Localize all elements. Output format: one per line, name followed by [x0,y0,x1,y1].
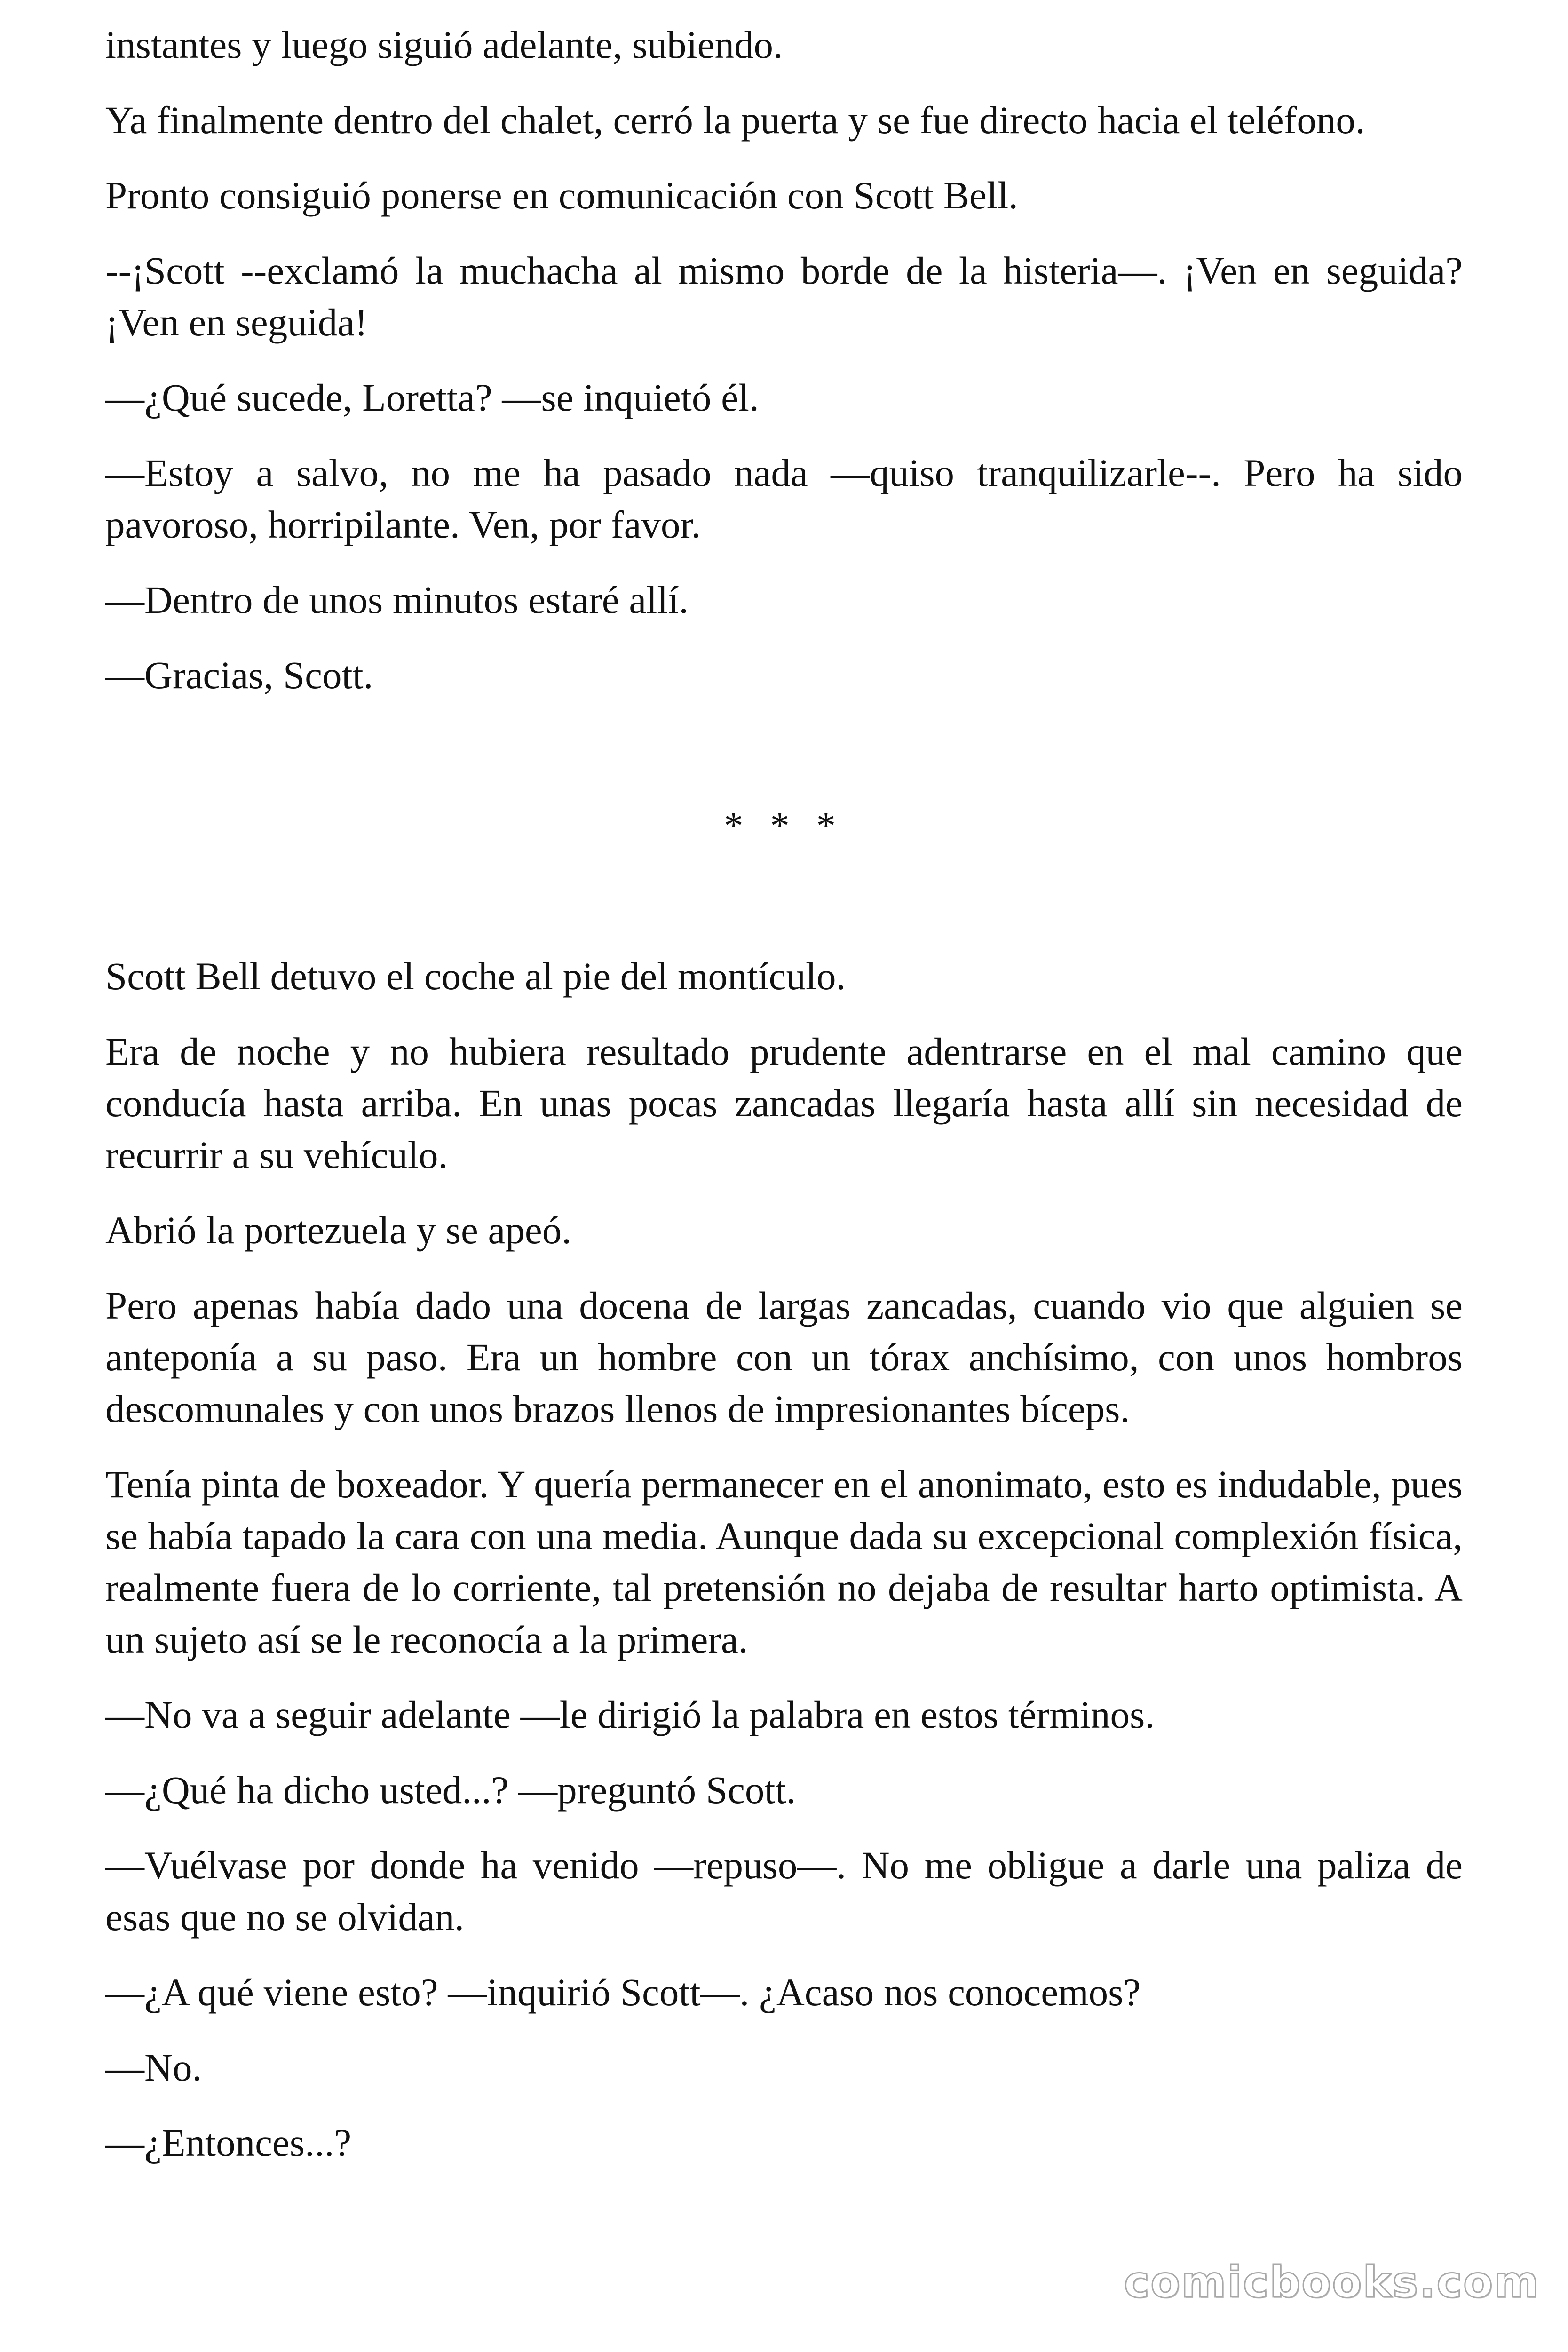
paragraph: Scott Bell detuvo el coche al pie del montículo. [105,954,846,998]
paragraph: Tenía pinta de boxeador. Y quería permanecer en el anonimato, esto es indudable, pues se había tapado la cara con una media. Aunque dada su excepcional complexión física, realmente fuera de lo corriente, tal pretensión no dejaba de resultar harto optimista. A un sujeto así se le reconocía a la primera. [105,1462,1463,1661]
paragraph: —¿Entonces...? [105,2121,352,2164]
paragraph: —Estoy a salvo, no me ha pasado nada —quiso tranquilizarle--. Pero ha sido pavoroso, horripilante. Ven, por favor. [105,451,1463,546]
paragraph: Pronto consiguió ponerse en comunicación con Scott Bell. [105,174,1018,217]
book-page [105,19,1463,2192]
paragraph: —No va a seguir adelante —le dirigió la palabra en estos términos. [105,1693,1155,1736]
paragraph: —Gracias, Scott. [105,653,373,697]
scene-separator: * * * [724,804,844,847]
watermark-logo: comicbooks.com [1124,2257,1540,2307]
paragraph: —No. [105,2046,202,2089]
paragraph: Era de noche y no hubiera resultado prudente adentrarse en el mal camino que conducía hasta arriba. En unas pocas zancadas llegaría hasta allí sin necesidad de recurrir a su vehículo. [105,1030,1463,1176]
paragraph: —Vuélvase por donde ha venido —repuso—. No me obligue a darle una paliza de esas que no se olvidan. [105,1843,1463,1939]
paragraph: —¿A qué viene esto? —inquirió Scott—. ¿Acaso nos conocemos? [105,1971,1141,2014]
paragraph: instantes y luego siguió adelante, subiendo. [105,23,783,66]
paragraph: —Dentro de unos minutos estaré allí. [105,578,689,621]
paragraph: Pero apenas había dado una docena de largas zancadas, cuando vio que alguien se anteponía a su paso. Era un hombre con un tórax anchísimo, con unos hombros descomunales y con unos brazos llenos de impresionantes bíceps. [105,1284,1463,1430]
paragraph: --¡Scott --exclamó la muchacha al mismo borde de la histeria—. ¡Ven en seguida? ¡Ven en seguida! [105,249,1463,344]
paragraph: —¿Qué sucede, Loretta? —se inquietó él. [105,376,759,419]
paragraph: Ya finalmente dentro del chalet, cerró la puerta y se fue directo hacia el teléfono. [105,98,1365,142]
paragraph: Abrió la portezuela y se apeó. [105,1208,571,1252]
paragraph: —¿Qué ha dicho usted...? —preguntó Scott. [105,1768,796,1812]
